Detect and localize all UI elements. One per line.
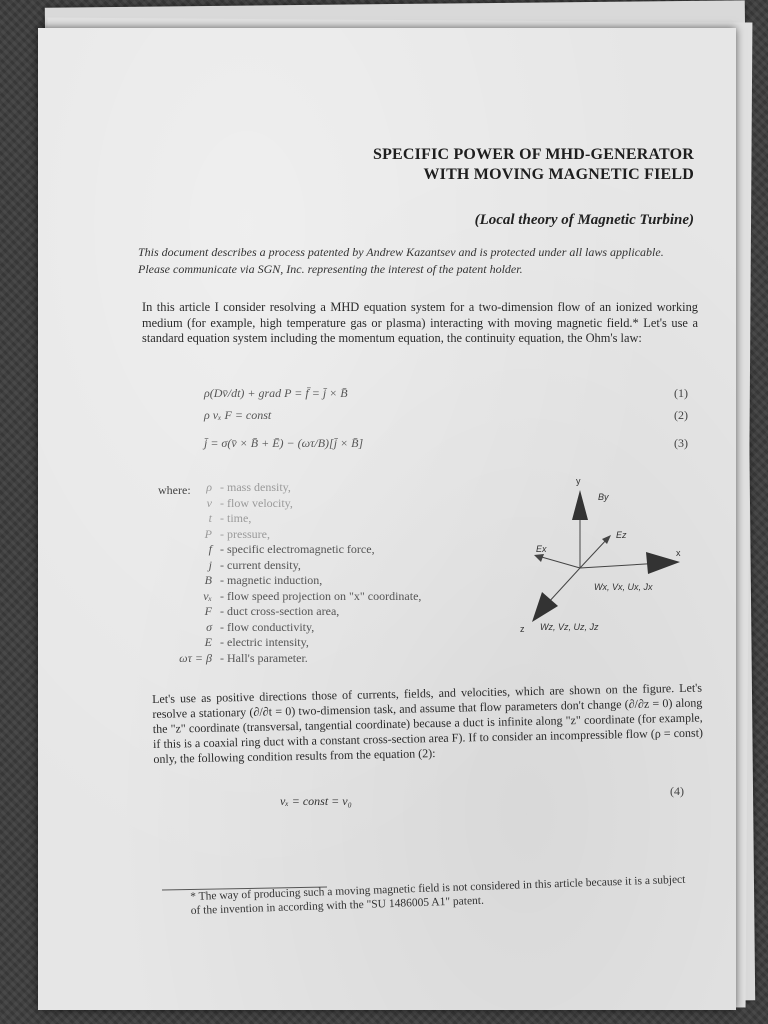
definition-text: - pressure,: [220, 526, 270, 541]
definition-text: - duct cross-section area,: [220, 604, 340, 618]
definition-text: - time,: [220, 511, 252, 525]
subtitle: (Local theory of Magnetic Turbine): [474, 212, 694, 228]
intro-paragraph: In this article I consider resolving a MHD equation system for a two-dimension flow of an ionized working medium (for example, high temperature gas or plasma) interacting with moving magnetic field.* Let's use a standard equation system including the momentum equation, the continuity equation, the Ohm's law:: [142, 300, 698, 345]
where-label: where:: [158, 483, 191, 497]
by-arrowhead-icon: [572, 490, 588, 520]
y-axis-label: y: [576, 476, 581, 486]
equation-2-number: (2): [674, 408, 688, 422]
definition-symbol: ρ: [206, 480, 212, 494]
ex-arrow-line: [538, 556, 580, 568]
definition-text: - specific electromagnetic force,: [220, 542, 375, 556]
ez-arrow-line: [580, 538, 608, 568]
by-label: By: [598, 492, 609, 502]
patent-notice: This document describes a process patented by Andrew Kazantsev and is protected under all laws applicable. Please communicate via SGN, Inc. representing the interest of the patent holder.: [138, 245, 664, 276]
ez-label: Ez: [616, 530, 627, 540]
footnote: * The way of producing such a moving magnetic field is not considered in this article because it is a subject of the invention in according with the "SU 1486005 A1" patent.: [190, 873, 686, 917]
x-arrowhead-icon: [646, 552, 680, 574]
definition-text: - flow velocity,: [220, 495, 293, 510]
z-axis-label: z: [520, 624, 525, 634]
equation-3: j̄ = σ(v̄ × B̄ + Ē) − (ωτ/B)[j̄ × B̄]: [204, 436, 364, 450]
definition-text: - Hall's parameter.: [220, 650, 308, 665]
definition-text: - flow speed projection on "x" coordinate,: [220, 588, 422, 603]
title-line-1: SPECIFIC POWER OF MHD-GENERATOR: [372, 146, 694, 163]
definition-text: - electric intensity,: [220, 635, 309, 649]
definition-symbol: σ: [206, 619, 212, 634]
definition-text: - flow conductivity,: [220, 619, 315, 634]
equation-1: ρ(Dv̄/dt) + grad P = f̄ = j̄ × B̄: [204, 386, 348, 400]
definition-symbol: F: [204, 604, 212, 618]
ex-arrowhead-icon: [534, 554, 544, 562]
coordinate-diagram: [518, 476, 688, 641]
definition-symbol: f: [208, 542, 212, 556]
ex-label: Ex: [536, 544, 547, 554]
document-page: [38, 28, 736, 1010]
paragraph-2: Let's use as positive directions those of currents, fields, and velocities, which are shown on the figure. Let's resolve a stationary (∂/∂t = 0) two-dimension task, and assume that flow parameters don't change (∂/∂z = 0) along the "z" coordinate (transversal, tangential coordinate) because a duct is infinite along "z" coordinate (for example, if this is a coaxial ring duct with a constant cross-section area F). If to consider an incompressible flow (ρ = const) only, the following condition results from the equation (2):: [152, 680, 704, 766]
wz-label: Wz, Vz, Uz, Jz: [540, 622, 599, 632]
x-axis-label: x: [676, 548, 681, 558]
equation-4-number: (4): [670, 784, 684, 798]
definition-symbol: B: [204, 573, 212, 587]
equation-4: vₓ = const = v₀: [280, 794, 352, 808]
definition-symbol: j: [208, 557, 212, 572]
equation-3-number: (3): [674, 436, 688, 450]
definition-symbol: P: [204, 526, 212, 541]
definition-symbol: vₓ: [203, 588, 212, 603]
definition-text: - current density,: [220, 557, 301, 572]
title-line-2: WITH MOVING MAGNETIC FIELD: [423, 166, 694, 183]
equation-2: ρ vₓ F = const: [204, 408, 272, 422]
equation-1-number: (1): [674, 386, 688, 400]
definition-symbol: v: [206, 495, 212, 510]
definition-symbol: ωτ = β: [179, 650, 212, 665]
definition-text: - mass density,: [220, 480, 291, 494]
wx-label: Wx, Vx, Ux, Jx: [594, 582, 653, 592]
definition-text: - magnetic induction,: [220, 573, 323, 587]
definition-symbol: t: [208, 511, 212, 525]
definition-symbol: E: [204, 635, 212, 649]
